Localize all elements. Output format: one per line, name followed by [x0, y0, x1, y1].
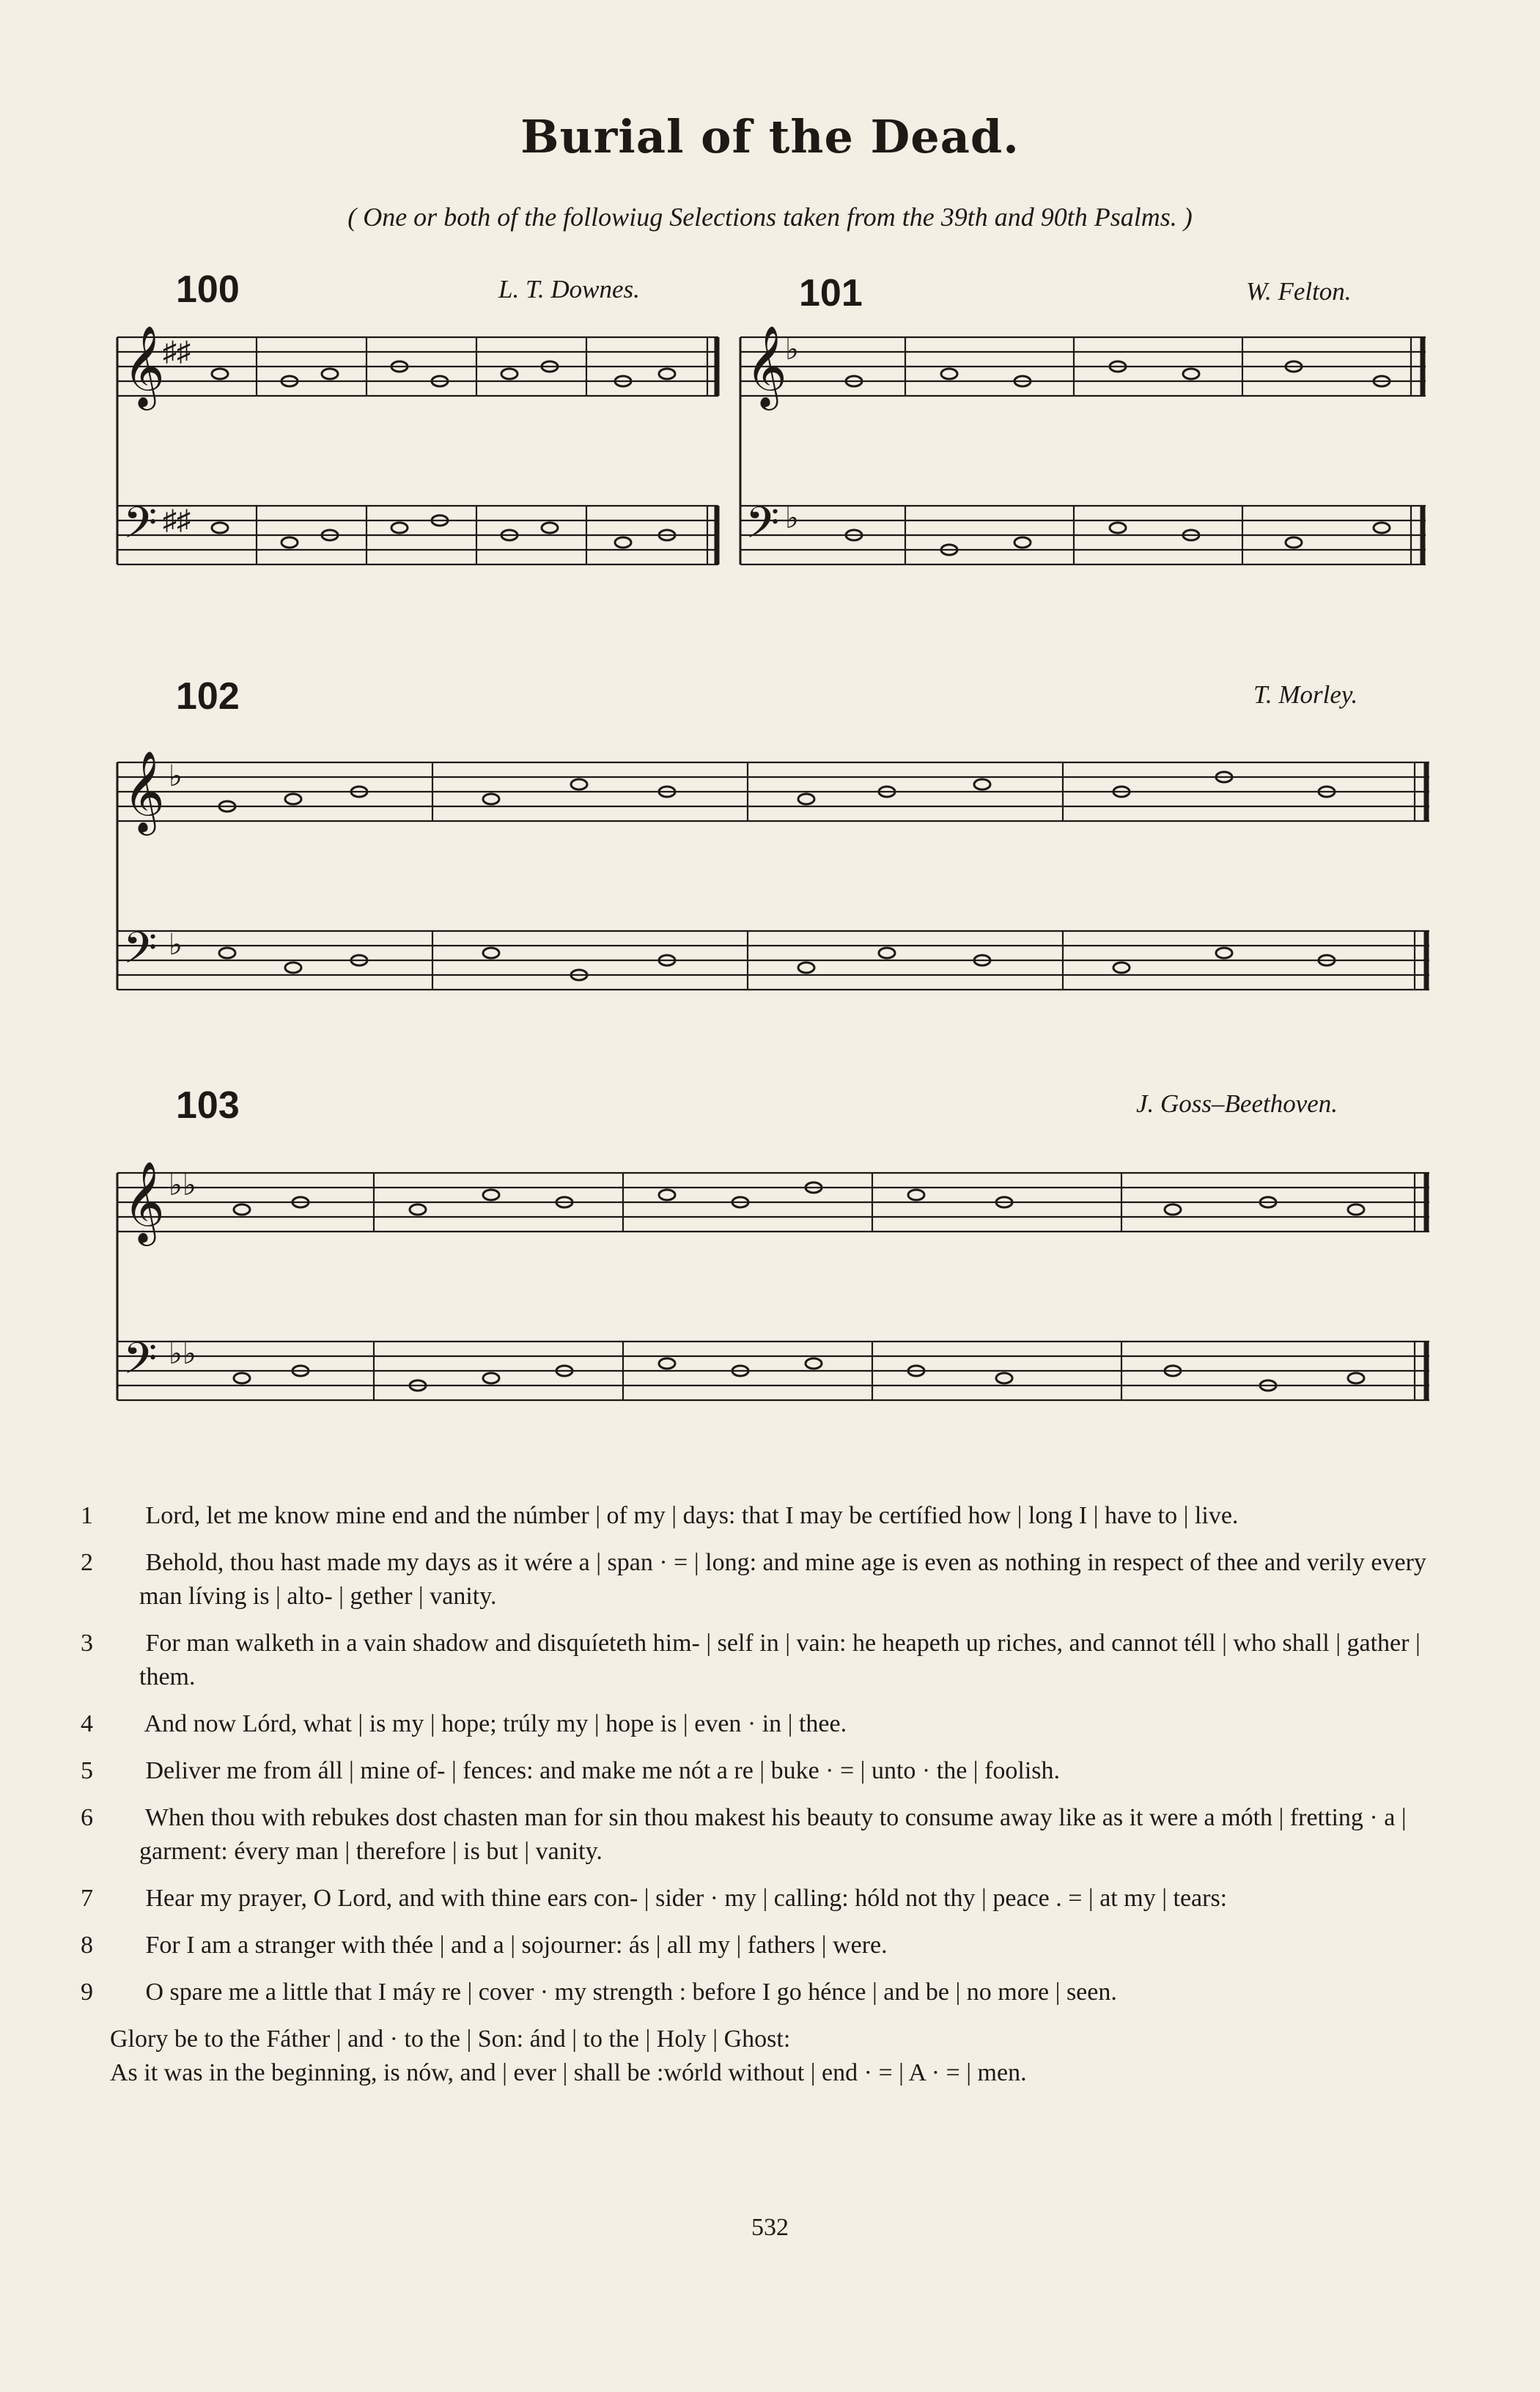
- verse-number: 6: [81, 1804, 93, 1831]
- verse-number: 3: [81, 1630, 93, 1657]
- verse-text: And now Lórd, what | is my | hope; trúly my | hope is | even · in | thee.: [144, 1710, 847, 1737]
- svg-text:𝄢: 𝄢: [745, 497, 780, 559]
- verse-text: O spare me a little that I máy re | cover · my strength : before I go hénce | and be | no more | seen.: [145, 1979, 1117, 2006]
- page-title: Burial of the Dead.: [520, 110, 1020, 163]
- tune-composer-103: J. Goss–Beethoven.: [1136, 1089, 1338, 1118]
- verse-number: 1: [81, 1502, 93, 1529]
- svg-text:♭♭: ♭♭: [169, 1169, 196, 1201]
- verse-number: 5: [81, 1757, 93, 1784]
- music-score-100: [110, 308, 733, 601]
- verse-number: 8: [81, 1932, 93, 1959]
- page-subtitle: ( One or both of the followiug Selections taken from the 39th and 90th Psalms. ): [347, 202, 1193, 232]
- psalm-verses: [81, 1499, 1444, 2090]
- tune-number-101: 101: [799, 272, 863, 314]
- verse-text: Hear my prayer, O Lord, and with thine ears con- | sider · my | calling: hóld not thy | peace . = | at my | tears:: [145, 1885, 1228, 1912]
- verse-text: Behold, thou hast made my days as it wére a | span · = | long: and mine age is even as nothing in respect of thee and verily every man líving is | alto- | gether | vanity.: [139, 1549, 1426, 1610]
- music-score-103: [110, 1122, 1437, 1444]
- tune-composer-102: T. Morley.: [1253, 680, 1358, 709]
- verse-number: 7: [81, 1885, 93, 1912]
- music-score-101: [737, 308, 1433, 601]
- svg-text:♭: ♭: [169, 928, 183, 961]
- svg-text:𝄞: 𝄞: [123, 750, 165, 832]
- verse-3: [81, 1627, 1444, 1694]
- svg-text:𝄞: 𝄞: [123, 1160, 165, 1243]
- verse-9: [81, 1976, 1444, 2009]
- svg-text:𝄢: 𝄢: [123, 922, 158, 984]
- page-number: 532: [751, 2214, 789, 2241]
- svg-text:𝄢: 𝄢: [123, 1333, 158, 1394]
- tune-number-103: 103: [176, 1084, 240, 1127]
- verse-text: Deliver me from áll | mine of- | fences: and make me nót a re | buke · = | unto · the | foolish.: [145, 1757, 1061, 1784]
- svg-text:♭: ♭: [169, 759, 183, 792]
- svg-text:𝄢: 𝄢: [123, 497, 158, 559]
- tune-number-100: 100: [176, 268, 240, 311]
- tune-number-102: 102: [176, 675, 240, 718]
- svg-text:𝄞: 𝄞: [745, 325, 787, 407]
- svg-text:♯♯: ♯♯: [163, 505, 191, 536]
- gloria-line-1: Glory be to the Fáther | and · to the | Son: ánd | to the | Holy | Ghost:: [110, 2025, 791, 2053]
- tune-composer-101: W. Felton.: [1246, 277, 1352, 306]
- svg-text:𝄞: 𝄞: [123, 325, 165, 407]
- verse-4: [81, 1707, 1444, 1741]
- verse-text: Lord, let me know mine end and the númber | of my | days: that I may be certífied how | long I | have to | live.: [145, 1502, 1239, 1529]
- verse-text: When thou with rebukes dost chasten man for sin thou makest his beauty to consume away like as it were a móth | fretting · a | garment: évery man | therefore | is but | vanity.: [139, 1804, 1407, 1865]
- svg-text:♯♯: ♯♯: [163, 336, 191, 367]
- verse-text: For man walketh in a vain shadow and disquíeteth him- | self in | vain: he heapeth up riches, and cannot téll | who shall | gather | them.: [139, 1630, 1421, 1690]
- verse-text: For I am a stranger with thée | and a | sojourner: ás | all my | fathers | were.: [145, 1932, 888, 1959]
- verse-6: [81, 1801, 1444, 1869]
- gloria-patri: [110, 2023, 1444, 2090]
- svg-text:♭: ♭: [785, 333, 799, 366]
- svg-text:♭♭: ♭♭: [169, 1337, 196, 1370]
- verse-1: [81, 1499, 1444, 1533]
- verse-2: [81, 1546, 1444, 1613]
- gloria-line-2: As it was in the beginning, is nów, and | ever | shall be :wórld without | end · = | A · = | men.: [110, 2059, 1027, 2086]
- tune-composer-100: L. T. Downes.: [498, 275, 640, 303]
- verse-number: 2: [81, 1549, 93, 1576]
- verse-number: 9: [81, 1979, 93, 2006]
- svg-text:♭: ♭: [785, 501, 799, 534]
- verse-number: 4: [81, 1710, 93, 1737]
- music-score-102: [110, 718, 1437, 1041]
- verse-8: [81, 1929, 1444, 1962]
- verse-7: [81, 1882, 1444, 1916]
- verse-5: [81, 1754, 1444, 1788]
